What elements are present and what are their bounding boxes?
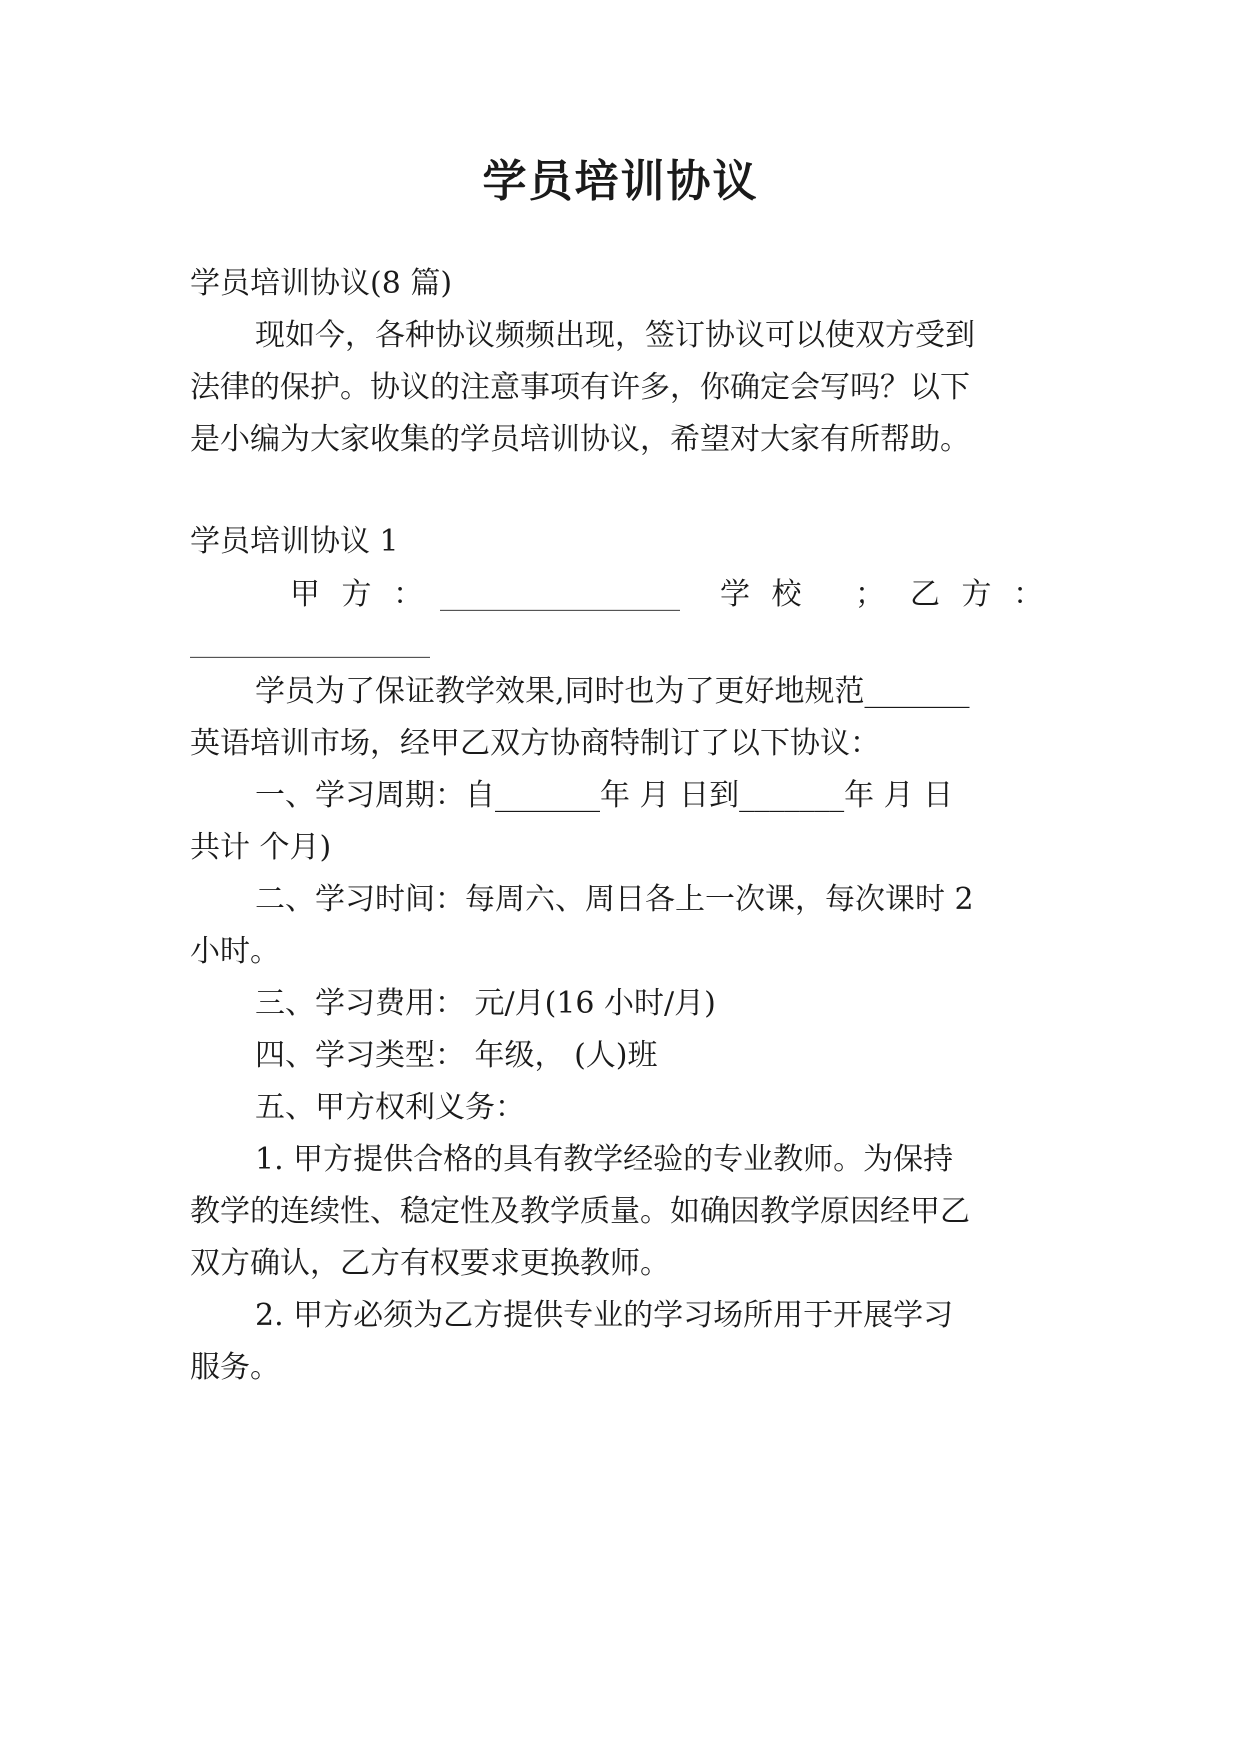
right-1-line-3: 双方确认，乙方有权要求更换教师。 — [190, 1246, 670, 1281]
item-2-line-2: 小时。 — [190, 934, 280, 969]
right-1-line-1: 1. 甲方提供合格的具有教学经验的专业教师。为保持 — [255, 1142, 954, 1177]
item-4: 四、学习类型： 年级， (人)班 — [255, 1038, 658, 1073]
purpose-line-1: 学员为了保证教学效果,同时也为了更好地规范_______ — [255, 674, 970, 709]
purpose-line-2: 英语培训市场，经甲乙双方协商特制订了以下协议： — [190, 726, 880, 761]
party-b-label: 乙 方 ： — [910, 577, 1050, 612]
item-5: 五、甲方权利义务： — [255, 1090, 525, 1125]
school-label: 学 校 — [720, 577, 808, 612]
right-2-line-2: 服务。 — [190, 1350, 280, 1385]
party-b-blank: ________________ — [190, 624, 430, 659]
section-heading: 学员培训协议 1 — [190, 524, 399, 559]
document-title: 学员培训协议 — [482, 156, 759, 207]
intro-line-1: 现如今，各种协议频频出现，签订协议可以使双方受到 — [255, 318, 975, 353]
right-2-line-1: 2. 甲方必须为乙方提供专业的学习场所用于开展学习 — [255, 1298, 954, 1333]
intro-line-3: 是小编为大家收集的学员培训协议，希望对大家有所帮助。 — [190, 422, 970, 457]
document-subtitle: 学员培训协议(8 篇) — [190, 266, 453, 301]
party-a-blank: ________________ — [440, 577, 680, 612]
item-1-line-1: 一、学习周期：自_______年 月 日到_______年 月 日 — [255, 778, 954, 813]
item-1-line-2: 共计 个月) — [190, 830, 332, 865]
party-a-label: 甲 方 ： — [290, 577, 430, 612]
semicolon: ； — [855, 577, 885, 612]
item-3: 三、学习费用： 元/月(16 小时/月) — [255, 986, 716, 1021]
item-2-line-1: 二、学习时间：每周六、周日各上一次课，每次课时 2 — [255, 882, 974, 917]
intro-line-2: 法律的保护。协议的注意事项有许多，你确定会写吗？以下 — [190, 370, 970, 405]
right-1-line-2: 教学的连续性、稳定性及教学质量。如确因教学原因经甲乙 — [190, 1194, 970, 1229]
